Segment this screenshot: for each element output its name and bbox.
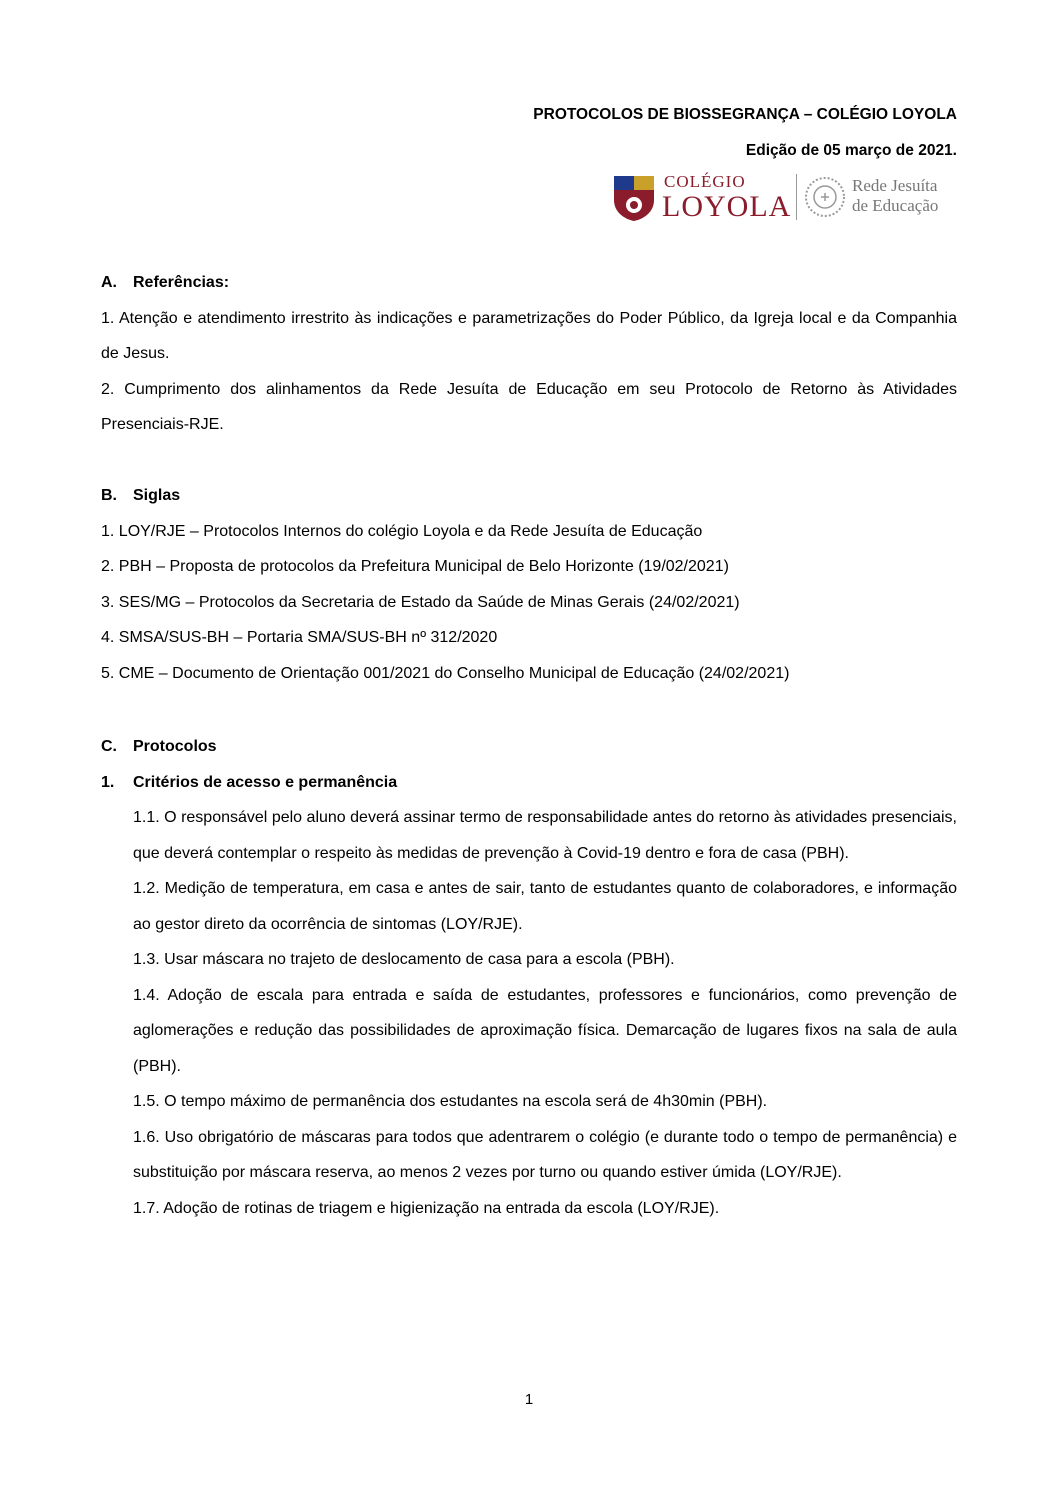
list-item: 1. LOY/RJE – Protocolos Internos do colégio Loyola e da Rede Jesuíta de Educação: [101, 522, 703, 540]
section-heading: [101, 265, 957, 301]
edition-date: Edição de 05 março de 2021.: [745, 142, 957, 159]
section-title: Referências:: [133, 274, 230, 291]
section-label: C.: [101, 738, 117, 755]
colegio-loyola-logo: [612, 172, 958, 224]
section-acronyms: [101, 478, 957, 691]
list-item: 5. CME – Documento de Orientação 001/2021 do Conselho Municipal de Educação (24/02/2021): [101, 664, 790, 682]
section-label: A.: [101, 274, 117, 291]
list-item: 1.2. Medição de temperatura, em casa e antes de sair, tanto de estudantes quanto de colaboradores, e informação ao gestor direto da ocorrência de sintomas (LOY/RJE).: [133, 880, 957, 933]
subsection-title: Critérios de acesso e permanência: [133, 773, 398, 791]
section-title: Siglas: [133, 487, 181, 504]
list-item: 1.6. Uso obrigatório de máscaras para todos que adentrarem o colégio (e durante todo o tempo de permanência) e substituição por máscara reserva, ao menos 2 vezes por turno ou quando estiver úmida (LOY/RJE).: [133, 1128, 957, 1181]
document-title: PROTOCOLOS DE BIOSSEGRANÇA – COLÉGIO LOYOLA: [533, 106, 957, 123]
logo-rje-line1: Rede Jesuíta: [852, 176, 938, 195]
list-item: 1.5. O tempo máximo de permanência dos estudantes na escola será de 4h30min (PBH).: [133, 1093, 768, 1110]
logo-colegio-text: COLÉGIO: [664, 172, 746, 191]
section-title: Protocolos: [133, 738, 217, 755]
list-item: 3. SES/MG – Protocolos da Secretaria de Estado da Saúde de Minas Gerais (24/02/2021): [101, 593, 740, 611]
section-heading: [101, 729, 957, 765]
list-item: 2. Cumprimento dos alinhamentos da Rede Jesuíta de Educação em seu Protocolo de Retorno às Atividades Presenciais-RJE.: [101, 380, 957, 433]
shield-icon: [612, 174, 656, 222]
subsection-label: 1.: [101, 773, 115, 791]
list-item: 1.3. Usar máscara no trajeto de deslocamento de casa para a escola (PBH).: [133, 951, 675, 968]
list-item: 2. PBH – Proposta de protocolos da Prefeitura Municipal de Belo Horizonte (19/02/2021): [101, 558, 729, 575]
page-number: 1: [524, 1391, 534, 1408]
section-protocols: [101, 729, 957, 1226]
jesuit-seal-icon: [804, 176, 846, 218]
section-heading: [101, 478, 957, 514]
list-item: 1.4. Adoção de escala para entrada e saída de estudantes, professores e funcionários, como prevenção de aglomerações e redução das possibilidades de aproximação física. Demarcação de lugares fixos na sala de aula (PBH).: [133, 986, 957, 1075]
list-item: 1.7. Adoção de rotinas de triagem e higienização na entrada da escola (LOY/RJE).: [133, 1199, 720, 1217]
list-item: 1. Atenção e atendimento irrestrito às indicações e parametrizações do Poder Público, da Igreja local e da Companhia de Jesus.: [101, 309, 957, 362]
logo-rje-line2: de Educação: [852, 196, 939, 215]
list-item: 1.1. O responsável pelo aluno deverá assinar termo de responsabilidade antes do retorno às atividades presenciais, que deverá contemplar o respeito às medidas de prevenção à Covid-19 dentro e fora de casa (PBH).: [133, 809, 957, 862]
section-references: [101, 265, 957, 443]
logo-loyola-text: LOYOLA: [662, 190, 792, 223]
list-item: 4. SMSA/SUS-BH – Portaria SMA/SUS-BH nº 312/2020: [101, 629, 498, 646]
section-label: B.: [101, 487, 117, 504]
logo-divider: [796, 174, 797, 220]
subsection-heading: [101, 765, 957, 801]
